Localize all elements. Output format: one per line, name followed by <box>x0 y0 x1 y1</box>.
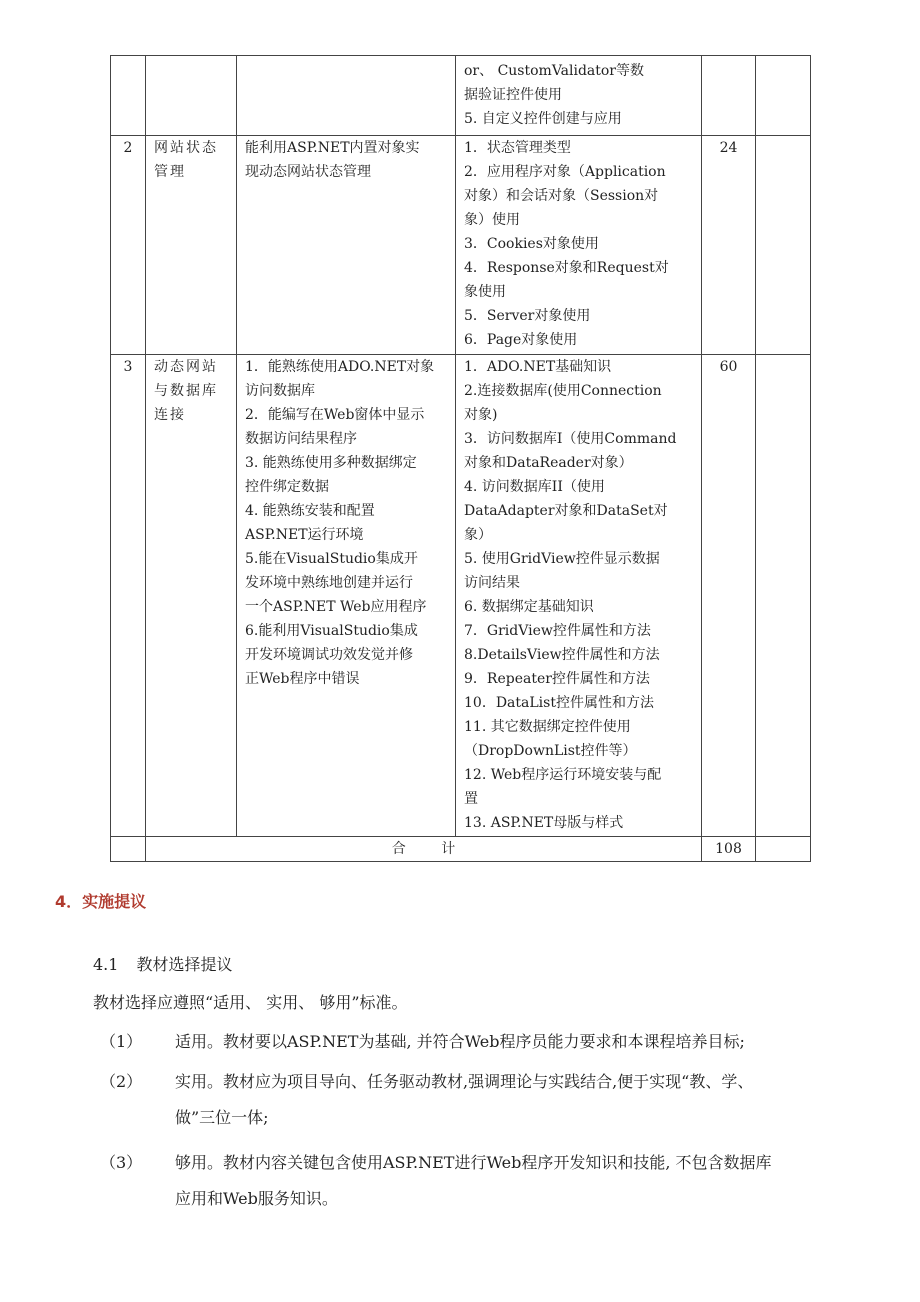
row-number-cell <box>111 56 146 136</box>
text-line: 象使用 <box>464 284 506 300</box>
text-line: 应用和Web服务知识。 <box>175 1189 338 1208</box>
text-line: 管理 <box>154 164 186 180</box>
row-number-cell: 3 <box>111 355 146 837</box>
text-line: 5. 自定义控件创建与应用 <box>464 111 622 127</box>
text-line: 1．能熟练使用ADO.NET对象 <box>245 359 435 375</box>
text-line: 发环境中熟练地创建并运行 <box>245 575 413 591</box>
text-line: 12. Web程序运行环境安装与配 <box>464 767 662 783</box>
hours-cell: 60 <box>702 355 756 837</box>
learning-content-cell <box>456 136 702 355</box>
text-line: 5.能在VisualStudio集成开 <box>245 551 418 567</box>
table-row <box>111 56 811 136</box>
row-number-cell: 2 <box>111 136 146 355</box>
text-line: 1．ADO.NET基础知识 <box>464 359 612 375</box>
text-line: 4. 能熟练安装和配置 <box>245 503 375 519</box>
ability-goal-cell <box>237 56 456 136</box>
text-line: 访问结果 <box>464 575 520 591</box>
module-name-cell <box>146 355 237 837</box>
text-line: 对象和DataReader对象） <box>464 455 633 471</box>
text-line: 实用。教材应为项目导向、任务驱动教材,强调理论与实践结合,便于实现“教、学、 <box>175 1072 754 1091</box>
text-line: 10．DataList控件属性和方法 <box>464 695 654 711</box>
list-item <box>100 1024 870 1060</box>
text-line: 访问数据库 <box>245 383 315 399</box>
text-line: 象） <box>464 527 492 543</box>
subsection-heading <box>93 952 232 975</box>
text-line: 2．应用程序对象（Application <box>464 164 666 180</box>
text-line: 一个ASP.NET Web应用程序 <box>245 599 427 615</box>
text-line: 8.DetailsView控件属性和方法 <box>464 647 660 663</box>
hours-cell: 24 <box>702 136 756 355</box>
text-line: 2.连接数据库(使用Connection <box>464 383 662 399</box>
curriculum-table <box>110 55 811 862</box>
text-line: 数据访问结果程序 <box>245 431 357 447</box>
list-item-text <box>175 1145 870 1217</box>
text-line: 控件绑定数据 <box>245 479 329 495</box>
list-item-text <box>175 1024 870 1060</box>
module-name-cell <box>146 56 237 136</box>
total-label: 合 计 <box>146 837 702 862</box>
text-line: 对象) <box>464 407 498 423</box>
text-line: 适用。教材要以ASP.NET为基础, 并符合Web程序员能力要求和本课程培养目标; <box>175 1032 745 1051</box>
text-line: 3．Cookies对象使用 <box>464 236 599 252</box>
text-line: 6.能利用VisualStudio集成 <box>245 623 418 639</box>
subsection-number: 4.1 <box>93 955 119 974</box>
text-line: 5. 使用GridView控件显示数据 <box>464 551 660 567</box>
list-item-text <box>175 1064 870 1136</box>
blank-cell <box>756 837 811 862</box>
text-line: 动态网站 <box>154 359 218 375</box>
text-line: 网站状态 <box>154 140 218 156</box>
text-line: 据验证控件使用 <box>464 87 562 103</box>
text-line: 连接 <box>154 407 186 423</box>
text-line: （DropDownList控件等） <box>464 743 637 759</box>
list-item <box>100 1145 870 1217</box>
text-line: 能利用ASP.NET内置对象实 <box>245 140 420 156</box>
list-item-marker: （2） <box>100 1072 143 1091</box>
text-line: 对象）和会话对象（Session对 <box>464 188 659 204</box>
list-item-marker: （3） <box>100 1153 143 1172</box>
text-line: DataAdapter对象和DataSet对 <box>464 503 668 519</box>
table-row <box>111 355 811 837</box>
text-line: 5．Server对象使用 <box>464 308 591 324</box>
blank-cell <box>756 136 811 355</box>
text-line: 1．状态管理类型 <box>464 140 571 156</box>
ability-goal-cell <box>237 355 456 837</box>
ability-goal-cell <box>237 136 456 355</box>
text-line: 3．访问数据库Ⅰ（使用Command <box>464 431 677 447</box>
blank-cell <box>756 56 811 136</box>
hours-cell <box>702 56 756 136</box>
text-line: 做”三位一体; <box>175 1108 269 1127</box>
list-item <box>100 1064 870 1136</box>
text-line: or、 CustomValidator等数 <box>464 63 644 79</box>
blank-cell <box>756 355 811 837</box>
text-line: 7．GridView控件属性和方法 <box>464 623 651 639</box>
list-item-marker: （1） <box>100 1032 143 1051</box>
module-name-cell <box>146 136 237 355</box>
total-hours: 108 <box>702 837 756 862</box>
learning-content-cell <box>456 355 702 837</box>
table-row <box>111 136 811 355</box>
text-line: 6. 数据绑定基础知识 <box>464 599 594 615</box>
text-line: 2．能编写在Web窗体中显示 <box>245 407 425 423</box>
text-line: 9．Repeater控件属性和方法 <box>464 671 650 687</box>
section-heading: 4．实施提议 <box>55 892 147 911</box>
text-line: 与数据库 <box>154 383 218 399</box>
blank-cell <box>111 837 146 862</box>
intro-paragraph: 教材选择应遵照“适用、 实用、 够用”标准。 <box>93 993 408 1012</box>
text-line: 4．Response对象和Request对 <box>464 260 669 276</box>
text-line: 象）使用 <box>464 212 520 228</box>
text-line: 3. 能熟练使用多种数据绑定 <box>245 455 417 471</box>
subsection-title: 教材选择提议 <box>136 955 233 974</box>
text-line: 4. 访问数据库II（使用 <box>464 479 605 495</box>
text-line: 置 <box>464 791 478 807</box>
text-line: 6．Page对象使用 <box>464 332 578 348</box>
text-line: 够用。教材内容关键包含使用ASP.NET进行Web程序开发知识和技能, 不包含数据库 <box>175 1153 772 1172</box>
text-line: 现动态网站状态管理 <box>245 164 371 180</box>
text-line: 开发环境调试功效发觉并修 <box>245 647 413 663</box>
learning-content-cell <box>456 56 702 136</box>
text-line: ASP.NET运行环境 <box>245 527 364 543</box>
text-line: 11. 其它数据绑定控件使用 <box>464 719 631 735</box>
total-row <box>111 837 811 862</box>
text-line: 正Web程序中错误 <box>245 671 360 687</box>
text-line: 13. ASP.NET母版与样式 <box>464 815 624 831</box>
